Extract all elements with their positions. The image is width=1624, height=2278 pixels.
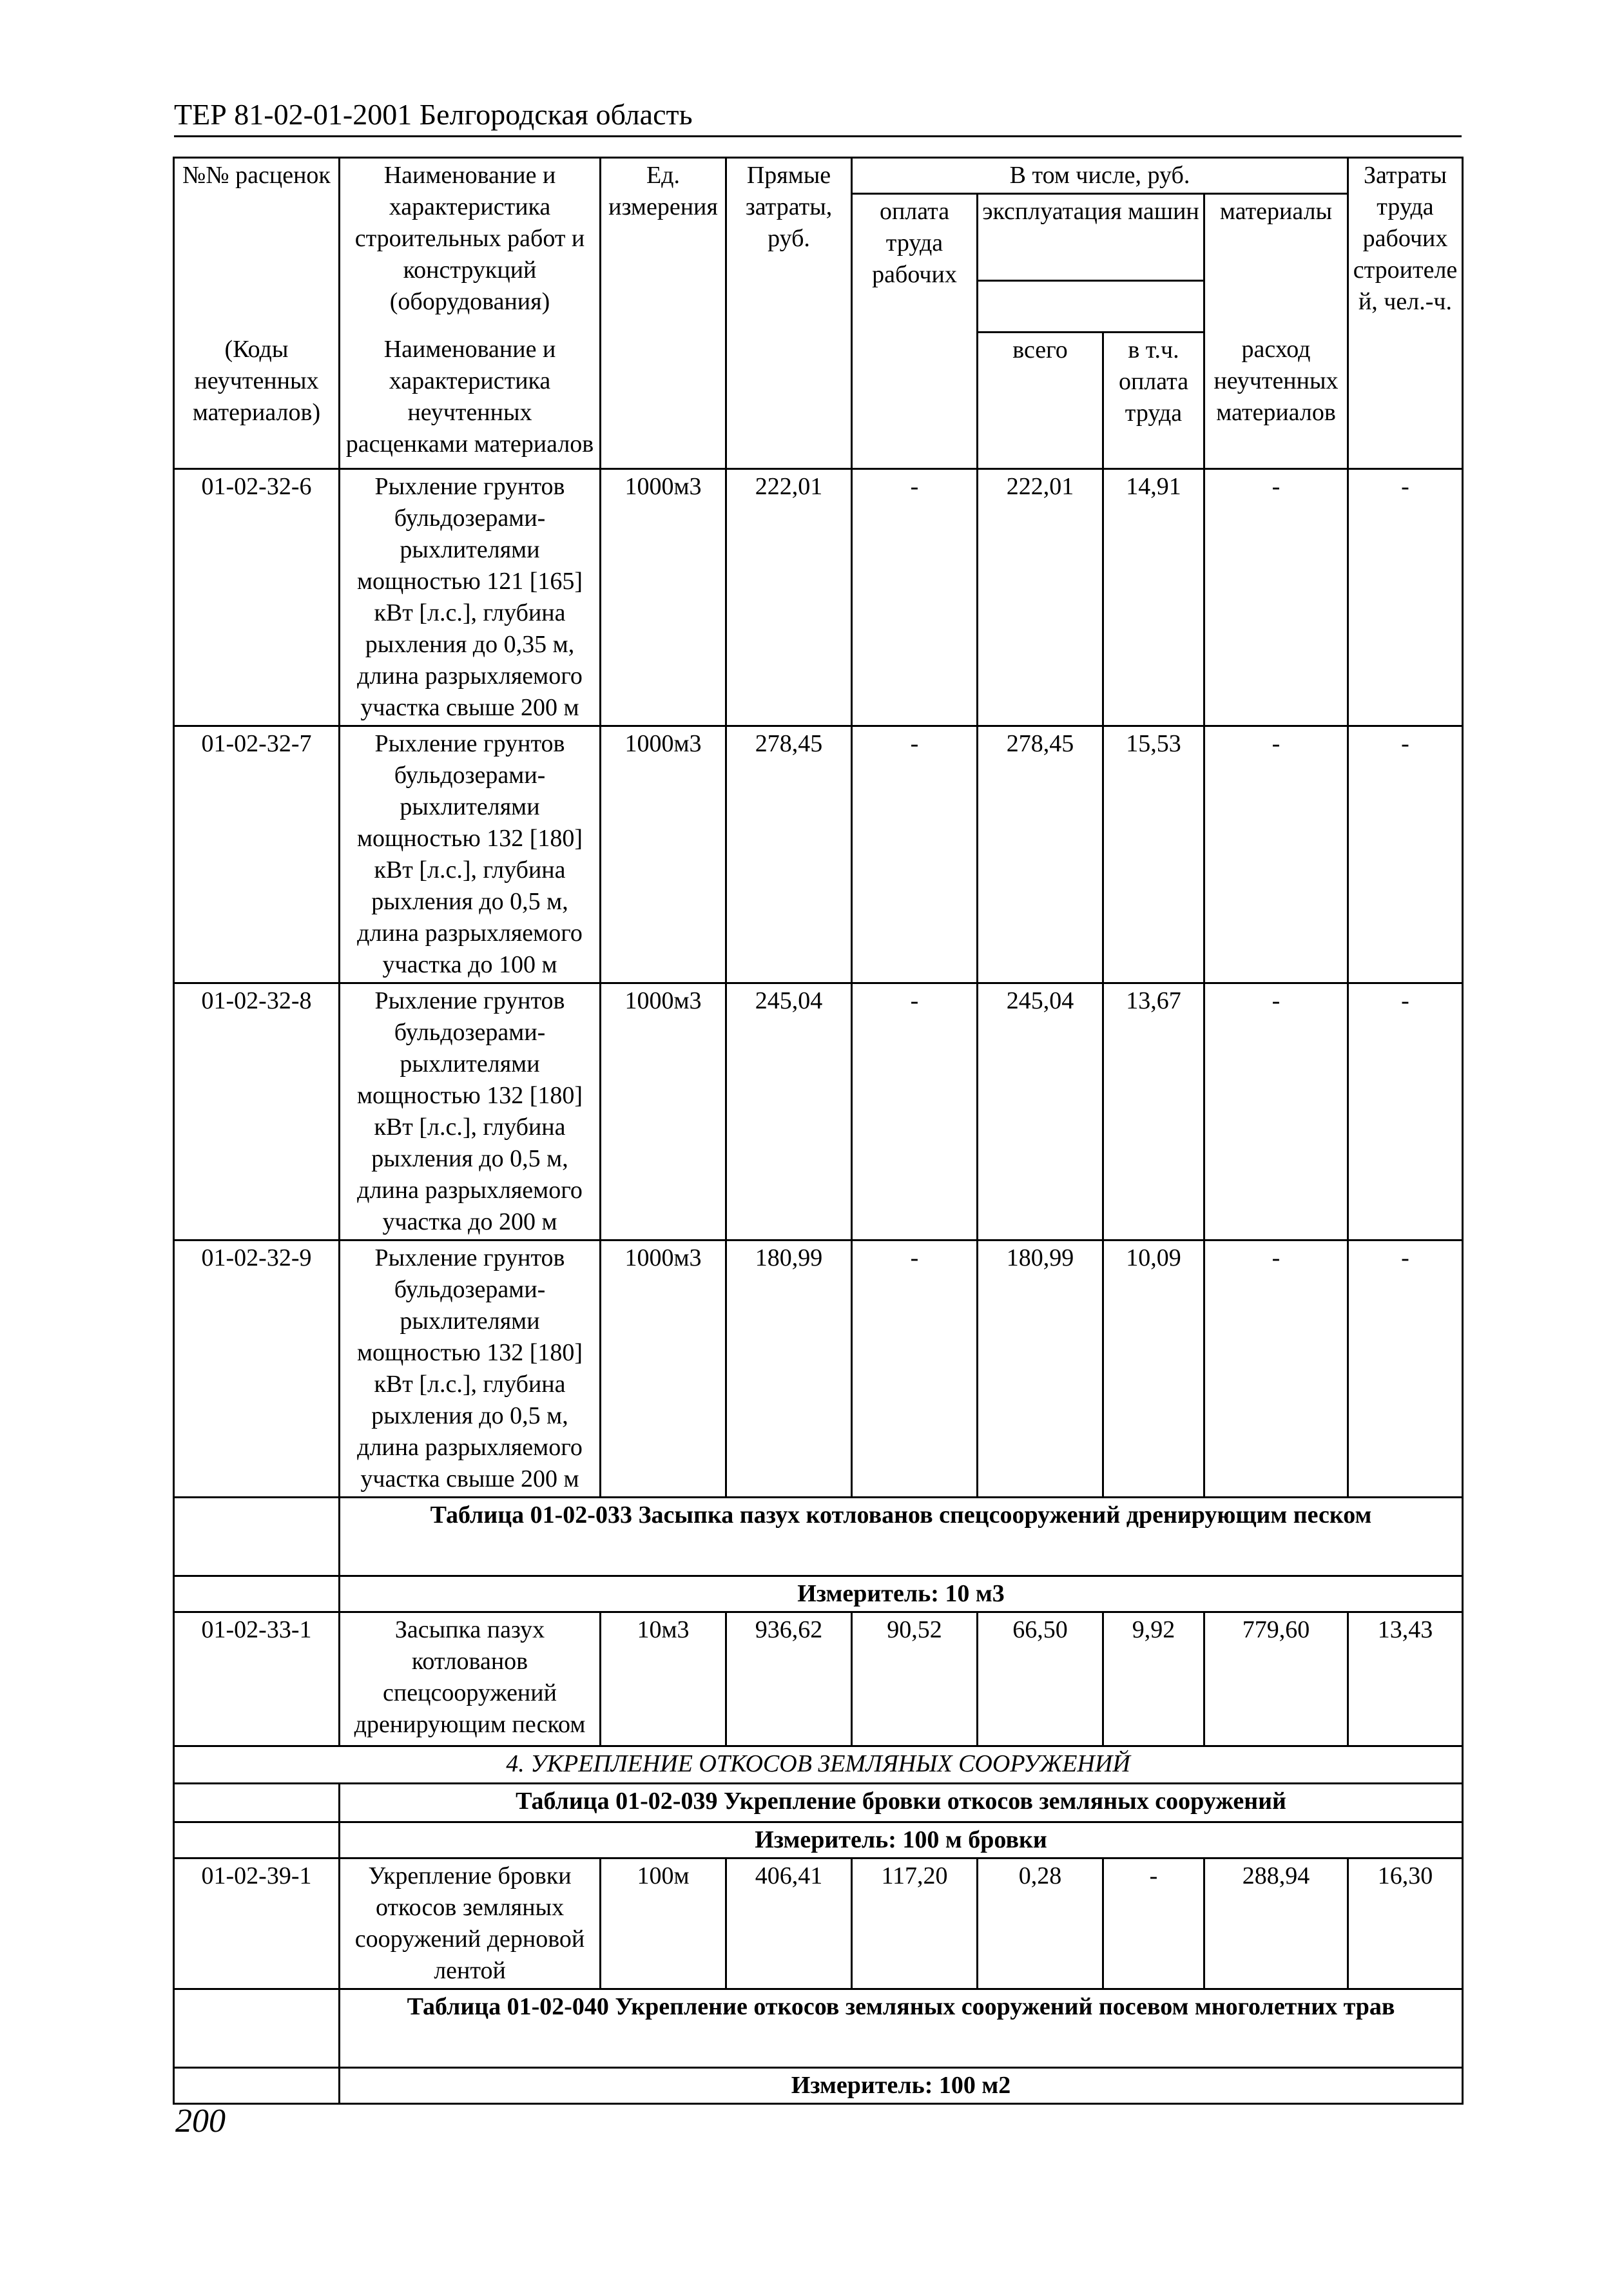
rate-materials: 779,60 bbox=[1204, 1612, 1348, 1746]
table-title-row bbox=[174, 1989, 1463, 2068]
header-unaccounted: расход неучтенных материалов bbox=[1204, 333, 1348, 469]
table-row bbox=[174, 1612, 1463, 1746]
table-title: Таблица 01-02-040 Укрепление откосов земляных сооружений посевом многолетних трав bbox=[340, 1989, 1463, 2068]
rate-materials: 288,94 bbox=[1204, 1858, 1348, 1989]
rate-code: 01-02-32-7 bbox=[174, 726, 340, 983]
header-labor: Затраты труда рабочих строителей, чел.-ч. bbox=[1348, 158, 1463, 469]
page-number: 200 bbox=[175, 2103, 226, 2139]
rate-wages: - bbox=[852, 983, 978, 1240]
rate-description: Засыпка пазух котлованов спецсооружений дренирующим песком bbox=[340, 1612, 601, 1746]
rate-code: 01-02-32-8 bbox=[174, 983, 340, 1240]
header-incl: В том числе, руб. bbox=[852, 158, 1348, 194]
table-title: Таблица 01-02-039 Укрепление бровки откосов земляных сооружений bbox=[340, 1784, 1463, 1822]
rate-labor: 16,30 bbox=[1348, 1858, 1463, 1989]
rate-machines: 66,50 bbox=[978, 1612, 1103, 1746]
header-machines-spacer bbox=[978, 281, 1204, 333]
rate-wages: 117,20 bbox=[852, 1858, 978, 1989]
header-direct: Прямые затраты, руб. bbox=[726, 158, 852, 469]
measure-row bbox=[174, 1822, 1463, 1858]
rate-materials: - bbox=[1204, 469, 1348, 726]
table-row bbox=[174, 1240, 1463, 1498]
measure-unit: Измеритель: 100 м бровки bbox=[340, 1822, 1463, 1858]
measure-row bbox=[174, 2068, 1463, 2104]
header-materials-spacer bbox=[1204, 281, 1348, 333]
header-unit-spacer bbox=[601, 333, 726, 469]
rate-machines-wages: 10,09 bbox=[1103, 1240, 1204, 1498]
section-title: 4. УКРЕПЛЕНИЕ ОТКОСОВ ЗЕМЛЯНЫХ СООРУЖЕНИЙ bbox=[174, 1746, 1463, 1784]
rate-unit: 10м3 bbox=[601, 1612, 726, 1746]
rate-description: Рыхление грунтов бульдозерами-рыхлителями мощностью 132 [180] кВт [л.с.], глубина рыхления до 0,5 м, длина разрыхляемого участка свыше 200 м bbox=[340, 1240, 601, 1498]
rate-unit: 1000м3 bbox=[601, 726, 726, 983]
rate-machines-wages: 13,67 bbox=[1103, 983, 1204, 1240]
rate-machines-wages: 15,53 bbox=[1103, 726, 1204, 983]
rate-description: Рыхление грунтов бульдозерами-рыхлителями мощностью 132 [180] кВт [л.с.], глубина рыхления до 0,5 м, длина разрыхляемого участка до 200 м bbox=[340, 983, 601, 1240]
rate-labor: - bbox=[1348, 983, 1463, 1240]
rate-materials: - bbox=[1204, 726, 1348, 983]
rate-machines: 245,04 bbox=[978, 983, 1103, 1240]
header-machines: эксплуатация машин bbox=[978, 194, 1204, 281]
section-row bbox=[174, 1746, 1463, 1784]
header-materials: материалы bbox=[1204, 194, 1348, 281]
rate-description: Рыхление грунтов бульдозерами-рыхлителями мощностью 121 [165] кВт [л.с.], глубина рыхления до 0,35 м, длина разрыхляемого участка свыше 200 м bbox=[340, 469, 601, 726]
rate-unit: 1000м3 bbox=[601, 469, 726, 726]
table-title-row bbox=[174, 1784, 1463, 1822]
rate-unit: 100м bbox=[601, 1858, 726, 1989]
rate-wages: - bbox=[852, 469, 978, 726]
rate-direct-cost: 222,01 bbox=[726, 469, 852, 726]
rate-labor: - bbox=[1348, 469, 1463, 726]
header-unit: Ед. измерения bbox=[601, 158, 726, 333]
rate-unit: 1000м3 bbox=[601, 983, 726, 1240]
rate-labor: 13,43 bbox=[1348, 1612, 1463, 1746]
rate-code: 01-02-32-9 bbox=[174, 1240, 340, 1498]
rate-direct-cost: 936,62 bbox=[726, 1612, 852, 1746]
header-machines-wages: в т.ч. оплата труда bbox=[1103, 333, 1204, 469]
rate-labor: - bbox=[1348, 726, 1463, 983]
measure-row bbox=[174, 1576, 1463, 1612]
rate-direct-cost: 406,41 bbox=[726, 1858, 852, 1989]
table-row bbox=[174, 1858, 1463, 1989]
rate-machines: 278,45 bbox=[978, 726, 1103, 983]
rate-description: Рыхление грунтов бульдозерами-рыхлителями мощностью 132 [180] кВт [л.с.], глубина рыхления до 0,5 м, длина разрыхляемого участка до 100 м bbox=[340, 726, 601, 983]
rate-unit: 1000м3 bbox=[601, 1240, 726, 1498]
measure-unit: Измеритель: 100 м2 bbox=[340, 2068, 1463, 2104]
header-machines-total: всего bbox=[978, 333, 1103, 469]
header-material-code: (Коды неучтенных материалов) bbox=[174, 333, 340, 469]
header-code: №№ расценок bbox=[174, 158, 340, 333]
measure-unit: Измеритель: 10 м3 bbox=[340, 1576, 1463, 1612]
rate-direct-cost: 180,99 bbox=[726, 1240, 852, 1498]
table-row bbox=[174, 469, 1463, 726]
rate-wages: - bbox=[852, 726, 978, 983]
table-title-row bbox=[174, 1498, 1463, 1576]
rate-direct-cost: 278,45 bbox=[726, 726, 852, 983]
rate-machines: 180,99 bbox=[978, 1240, 1103, 1498]
header-rule bbox=[174, 135, 1462, 137]
header-wages: оплата труда рабочих bbox=[852, 194, 978, 469]
rate-machines-wages: 14,91 bbox=[1103, 469, 1204, 726]
rate-machines: 222,01 bbox=[978, 469, 1103, 726]
rate-materials: - bbox=[1204, 1240, 1348, 1498]
rate-materials: - bbox=[1204, 983, 1348, 1240]
header-material-name: Наименование и характеристика неучтенных расценками материалов bbox=[340, 333, 601, 469]
rates-table bbox=[173, 157, 1464, 2105]
running-header: ТЕР 81-02-01-2001 Белгородская область bbox=[174, 98, 693, 131]
rate-machines: 0,28 bbox=[978, 1858, 1103, 1989]
rate-code: 01-02-33-1 bbox=[174, 1612, 340, 1746]
rate-machines-wages: - bbox=[1103, 1858, 1204, 1989]
table-row bbox=[174, 726, 1463, 983]
table-title: Таблица 01-02-033 Засыпка пазух котлованов спецсооружений дренирующим песком bbox=[340, 1498, 1463, 1576]
rate-code: 01-02-39-1 bbox=[174, 1858, 340, 1989]
rate-wages: 90,52 bbox=[852, 1612, 978, 1746]
rate-wages: - bbox=[852, 1240, 978, 1498]
rate-direct-cost: 245,04 bbox=[726, 983, 852, 1240]
rate-code: 01-02-32-6 bbox=[174, 469, 340, 726]
header-name: Наименование и характеристика строительных работ и конструкций (оборудования) bbox=[340, 158, 601, 333]
rate-machines-wages: 9,92 bbox=[1103, 1612, 1204, 1746]
rate-labor: - bbox=[1348, 1240, 1463, 1498]
rate-description: Укрепление бровки откосов земляных сооружений дерновой лентой bbox=[340, 1858, 601, 1989]
table-row bbox=[174, 983, 1463, 1240]
